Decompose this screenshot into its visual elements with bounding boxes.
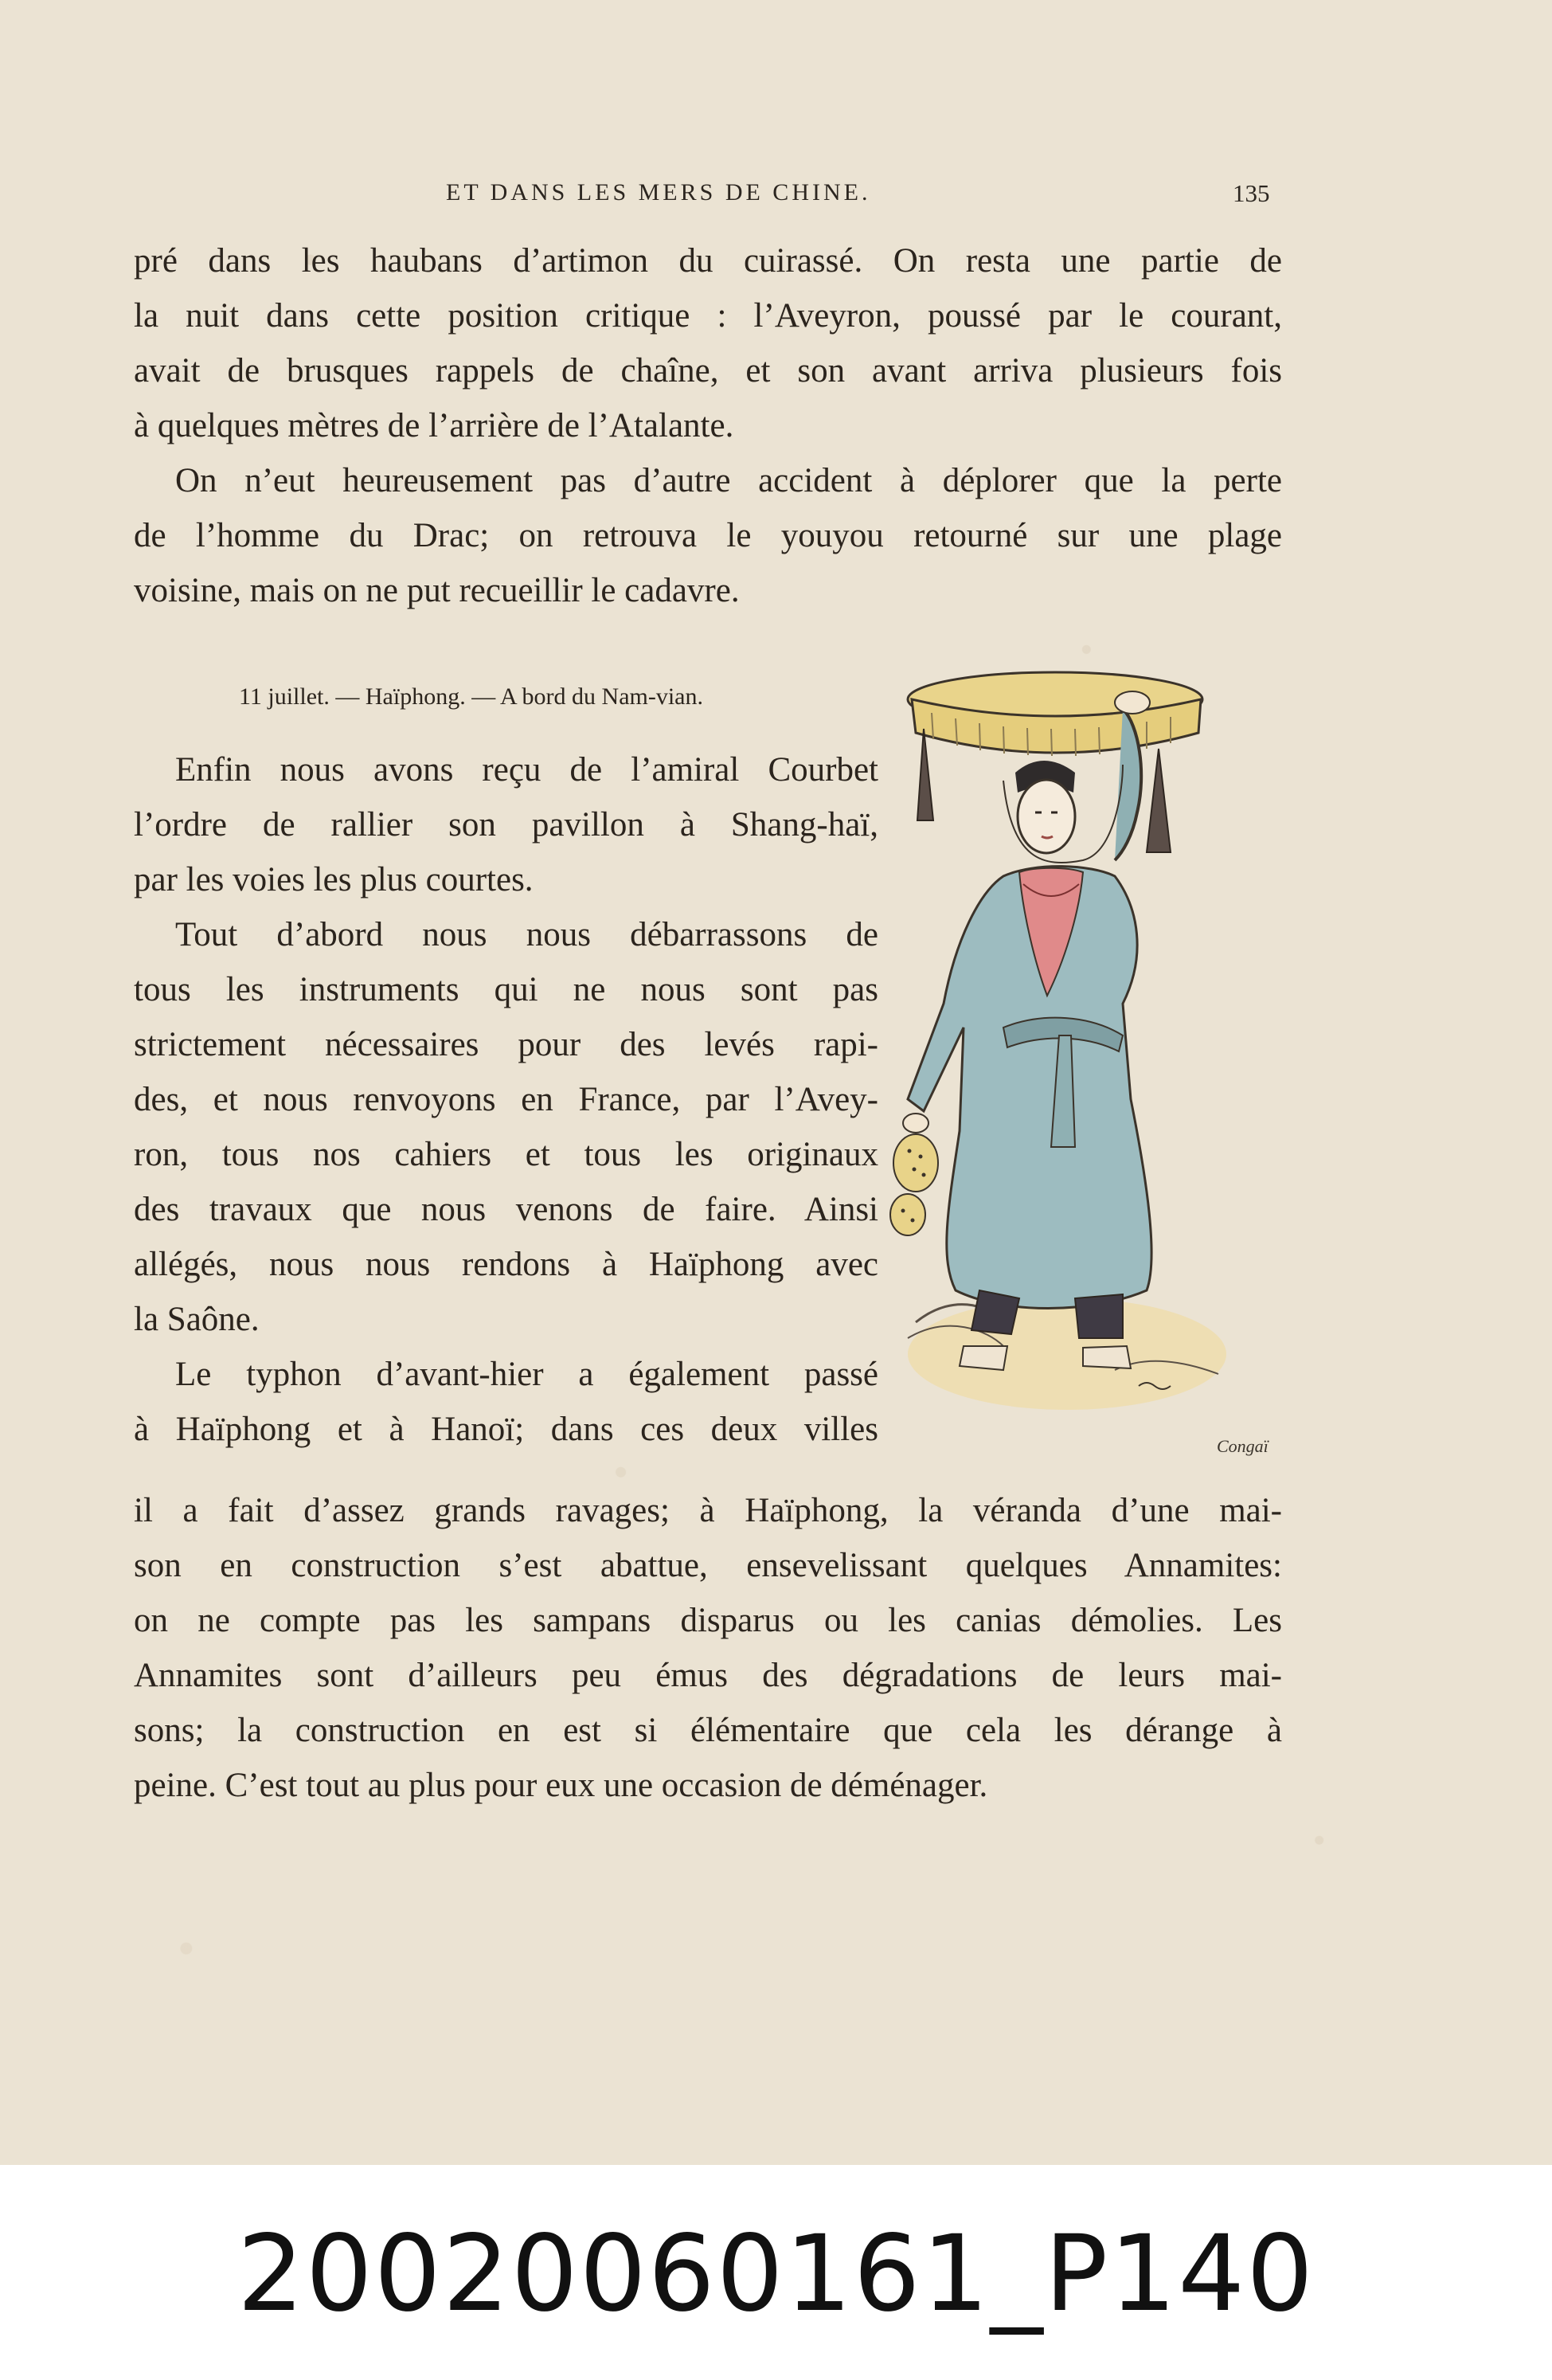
illustration-caption: Congaï — [1217, 1436, 1269, 1456]
text-line: l’ordre de rallier son pavillon à Shang-haï, — [134, 806, 878, 844]
text-line: des, et nous renvoyons en France, par l’Avey- — [134, 1081, 878, 1118]
text-line: Enfin nous avons reçu de l’amiral Courbet — [175, 751, 878, 789]
text-line: à quelques mètres de l’arrière de l’Atalante. — [134, 407, 734, 444]
text-line: Annamites sont d’ailleurs peu émus des dégradations de leurs mai- — [134, 1657, 1282, 1694]
text-line: ron, tous nos cahiers et tous les originaux — [134, 1136, 878, 1173]
text-line: strictement nécessaires pour des levés rapi- — [134, 1026, 878, 1063]
text-line: par les voies les plus courtes. — [134, 861, 534, 898]
text-line: Le typhon d’avant-hier a également passé — [175, 1356, 878, 1393]
text-line: la Saône. — [134, 1301, 260, 1338]
text-line: voisine, mais on ne put recueillir le cadavre. — [134, 572, 740, 609]
text-line: sons; la construction en est si élémentaire que cela les dérange à — [134, 1712, 1282, 1749]
text-line: des travaux que nous venons de faire. Ainsi — [134, 1191, 878, 1228]
text-line: avait de brusques rappels de chaîne, et son avant arriva plusieurs fois — [134, 352, 1282, 389]
text-line: pré dans les haubans d’artimon du cuirassé. On resta une partie de — [134, 242, 1282, 280]
archive-id-label: 20020060161_P140 — [237, 2213, 1315, 2335]
text-block-bottom — [134, 1483, 1282, 1813]
archive-footer — [0, 2165, 1552, 2380]
text-line: son en construction s’est abattue, ensevelissant quelques Annamites: — [134, 1547, 1282, 1584]
text-block-narrow — [134, 742, 878, 1457]
text-line: Tout d’abord nous nous débarrassons de — [175, 916, 878, 953]
text-block-top — [134, 233, 1282, 618]
text-line: la nuit dans cette position critique : l’Aveyron, poussé par le courant, — [134, 297, 1282, 335]
woman-with-hat-illustration — [884, 653, 1266, 1434]
text-line: on ne compte pas les sampans disparus ou les canias démolies. Les — [134, 1602, 1282, 1639]
text-line: peine. C’est tout au plus pour eux une occasion de déménager. — [134, 1767, 988, 1804]
text-line: allégés, nous nous rendons à Haïphong avec — [134, 1246, 878, 1283]
text-line: tous les instruments qui ne nous sont pas — [134, 971, 878, 1008]
page-number: 135 — [1233, 179, 1270, 207]
text-line: On n’eut heureusement pas d’autre accident à déplorer que la perte — [175, 462, 1282, 499]
text-line: à Haïphong et à Hanoï; dans ces deux villes — [134, 1411, 878, 1448]
dateline: 11 juillet. — Haïphong. — A bord du Nam-vian. — [239, 683, 703, 710]
text-line: de l’homme du Drac; on retrouva le youyou retourné sur une plage — [134, 517, 1282, 554]
running-head: ET DANS LES MERS DE CHINE. — [446, 179, 871, 206]
text-line: il a fait d’assez grands ravages; à Haïphong, la véranda d’une mai- — [134, 1492, 1282, 1529]
